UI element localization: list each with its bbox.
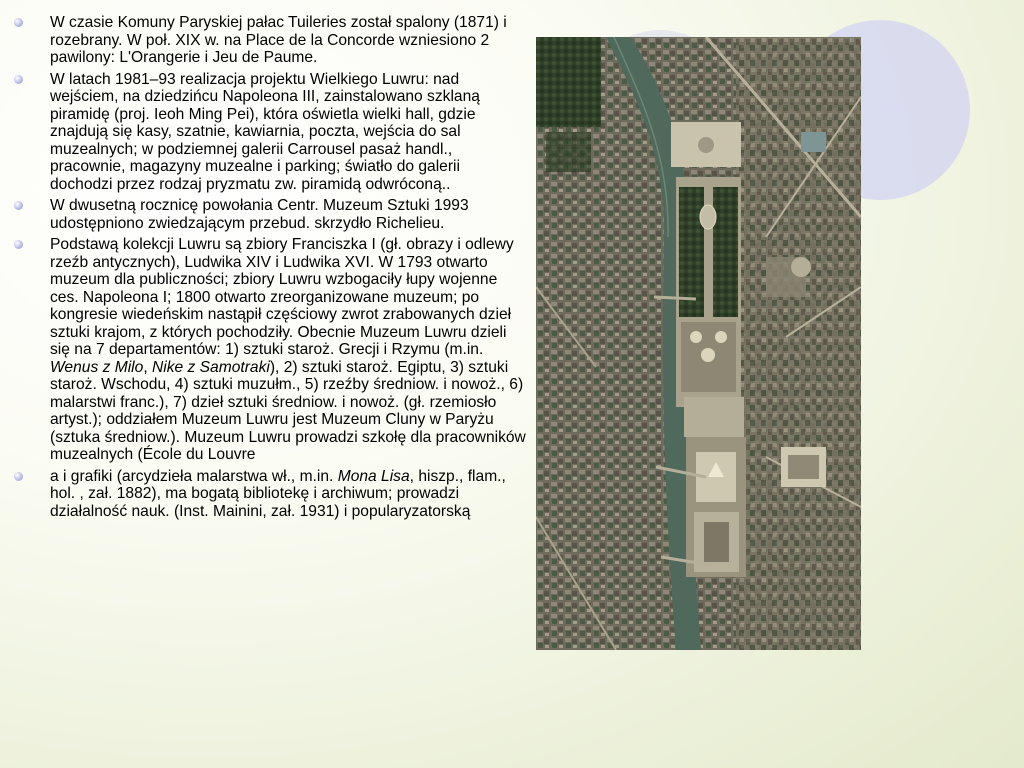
italic-title-text: Nike z Samotraki — [151, 358, 270, 376]
bullet-icon — [14, 240, 23, 249]
italic-title-text: Wenus z Milo — [50, 358, 144, 376]
bullet-text: ), 2) sztuki staroż. Egiptu, 3) sztuki staroż. Wschodu, 4) sztuki muzułm., 5) rzeźby średniow. i nowoż., 6) malarstwi franc.), 7) dzieł sztuki średniow. i nowoż. (gł. rzemiosło artyst.); oddziałem Muzeum Luwru jest Muzeum Cluny w Paryżu (sztuka średniow.). Muzeum Luwru prowadzi szkołę dla pracowników muzealnych (École du Louvre — [50, 358, 526, 463]
bullet-text: W latach 1981–93 realizacja projektu Wielkiego Luwru: nad wejściem, na dziedzińcu Napoleona III, zainstalowano szklaną piramidę (proj. Ieoh Ming Pei), która oświetla wielki hall, gdzie znajdują się kasy, szatnie, kawiarnia, poczta, wejścia do sal muzealnych; w podziemnej galerii Carrousel pasaż handl., pracownie, magazyny muzealne i parking; światło do galerii dochodzi przez rodzaj pryzmatu zw. piramidą odwróconą.. — [50, 70, 480, 193]
bullet-item — [14, 71, 526, 194]
bullet-icon — [14, 75, 23, 84]
bullet-item — [14, 197, 526, 232]
bullet-item — [14, 14, 526, 67]
bullet-icon — [14, 201, 23, 210]
slide-text — [14, 14, 526, 524]
bullet-icon — [14, 472, 23, 481]
bullet-text: W czasie Komuny Paryskiej pałac Tuileries został spalony (1871) i rozebrany. W poł. XIX w. na Place de la Concorde wzniesiono 2 pawilony: L'Orangerie i Jeu de Paume. — [50, 14, 507, 66]
bullet-text: , — [143, 358, 152, 376]
aerial-photo-louvre-tuileries — [536, 37, 861, 650]
bullet-list — [14, 14, 526, 520]
bullet-item — [14, 236, 526, 464]
bullet-icon — [14, 18, 23, 27]
bullet-item — [14, 468, 526, 521]
bullet-text: W dwusetną rocznicę powołania Centr. Muzeum Sztuki 1993 udostępniono zwiedzającym przebud. skrzydło Richelieu. — [50, 197, 469, 232]
italic-title-text: Mona Lisa — [337, 467, 410, 485]
bullet-text: , hiszp., flam., hol. , zał. 1882), ma bogatą bibliotekę i archiwum; prowadzi działalność nauk. (Inst. Mainini, zał. 1931) i popularyzatorską — [50, 467, 506, 520]
bullet-text: Podstawą kolekcji Luwru są zbiory Franciszka I (gł. obrazy i odlewy rzeźb antycznych), Ludwika XIV i Ludwika XVI. W 1793 otwarto muzeum dla publiczności; zbiory Luwru wzbogaciły łupy wojenne ces. Napoleona I; 1800 otwarto zreorganizowane muzeum; po kongresie wiedeńskim nastąpił częściowy zwrot zrabowanych dzieł sztuki krajom, z których pochodziły. Obecnie Muzeum Luwru dzieli się na 7 departamentów: 1) sztuki staroż. Grecji i Rzymu (m.in. — [50, 236, 514, 358]
bullet-text: a i grafiki (arcydzieła malarstwa wł., m.in. — [50, 467, 338, 485]
